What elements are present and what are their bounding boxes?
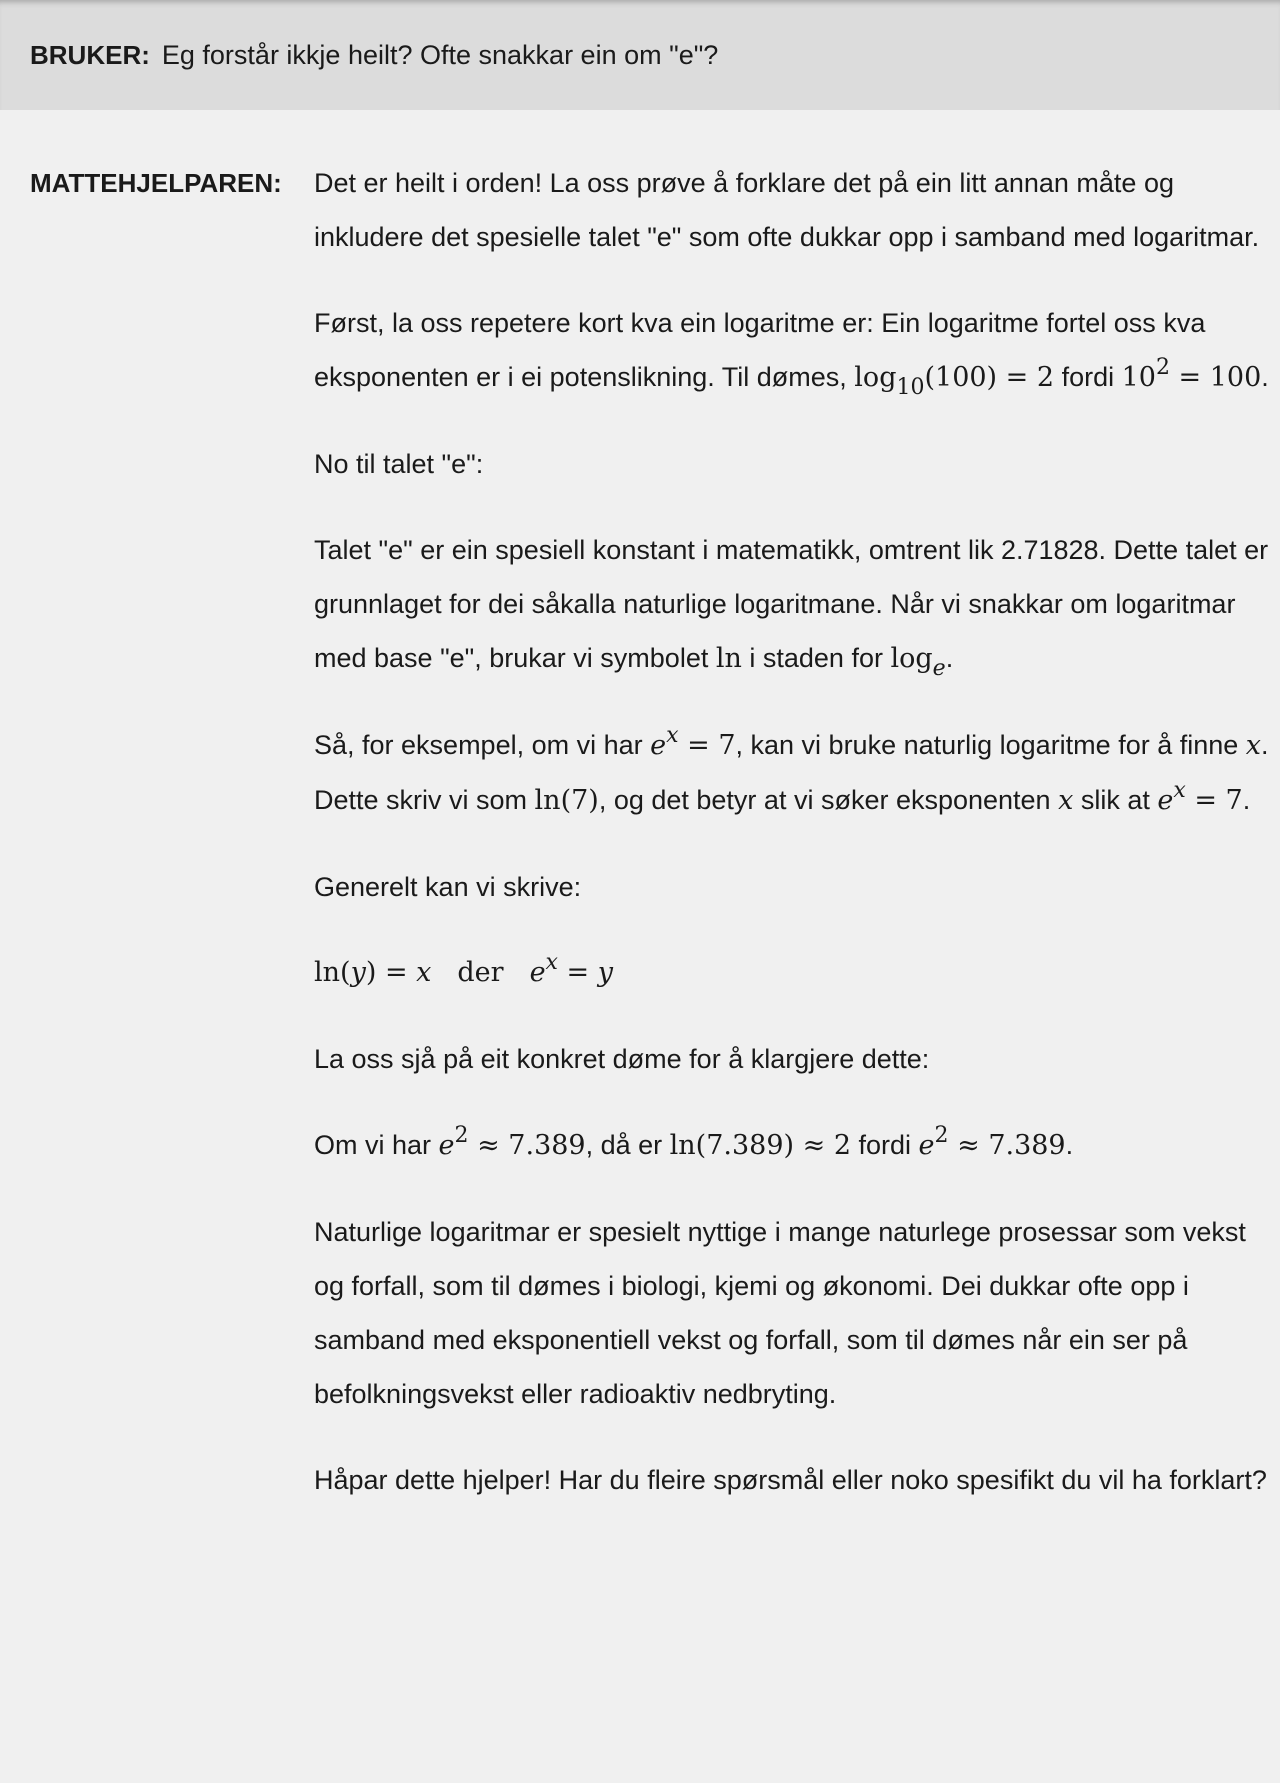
math-x: x — [416, 957, 432, 988]
paragraph-concrete-intro: La oss sjå på eit konkret døme for å klargjere dette: — [314, 1044, 930, 1074]
math-ex-eq-7 — [650, 723, 736, 761]
text-segment: Først, la oss repetere kort kva ein logaritme er: Ein logaritme fortel oss kva eksponenten er i ei potenslikning. Til dømes, — [314, 308, 1206, 392]
user-speaker-label: BRUKER: — [30, 39, 150, 70]
math-eq: = 7 — [1185, 785, 1243, 816]
math-log10 — [854, 362, 1055, 400]
paragraph-concrete-example — [314, 1118, 1274, 1173]
math-eq: = 7 — [678, 730, 736, 761]
math-der: der — [457, 957, 504, 988]
text-segment: . Dette skriv vi som — [314, 730, 1269, 815]
math-ln: ln — [715, 643, 742, 674]
paragraph-e-constant — [314, 523, 1274, 686]
math-log: log — [854, 362, 897, 393]
text-segment: fordi — [1054, 362, 1122, 392]
math-log-base: 10 — [896, 375, 925, 400]
user-message-row — [0, 0, 1280, 110]
math-e2-approx — [438, 1123, 586, 1161]
assistant-message-row — [0, 110, 1280, 1539]
math-e: e — [529, 957, 546, 988]
text-segment: . — [1242, 785, 1251, 815]
math-approx: ≈ 7.389 — [468, 1130, 586, 1161]
math-e: e — [438, 1130, 455, 1161]
math-eq: ) = — [365, 957, 417, 988]
math-log-base: e — [932, 656, 946, 681]
math-x: x — [1245, 730, 1262, 761]
assistant-message-content — [314, 156, 1274, 1539]
math-exp: 2 — [934, 1123, 949, 1148]
math-y: y — [350, 957, 366, 988]
paragraph-e-heading: No til talet "e": — [314, 449, 484, 479]
paragraph-example-ln7 — [314, 718, 1274, 828]
text-segment: slik at — [1073, 785, 1158, 815]
math-ln7: ln(7) — [534, 785, 599, 816]
math-e: e — [650, 730, 667, 761]
math-ln: ln( — [314, 957, 351, 988]
text-segment: Om vi har — [314, 1130, 439, 1160]
text-segment: , då er — [585, 1130, 670, 1160]
paragraph-intro: Det er heilt i orden! La oss prøve å forklare det på ein litt annan måte og inkludere det spesielle talet "e" som ofte dukkar opp i samband med logaritmar. — [314, 168, 1260, 252]
math-e: e — [1157, 785, 1174, 816]
paragraph-general: Generelt kan vi skrive: — [314, 872, 582, 902]
text-segment: . — [945, 643, 954, 673]
math-x: x — [1058, 785, 1074, 816]
text-segment: . — [1261, 362, 1269, 392]
math-log-e — [890, 643, 946, 681]
math-pow-exp: 2 — [1155, 355, 1170, 380]
user-message-text: Eg forstår ikkje heilt? Ofte snakkar ein om "e"? — [161, 39, 719, 70]
paragraph-log-definition — [314, 296, 1274, 405]
math-x-exp: x — [1173, 778, 1186, 803]
math-log-arg: (100) = 2 — [924, 362, 1055, 393]
math-pow-base: 10 — [1121, 362, 1156, 393]
math-approx: ≈ 7.389 — [948, 1130, 1066, 1161]
paragraph-closing: Håpar dette hjelper! Har du fleire spørsmål eller noko spesifikt du vil ha forklart? — [314, 1465, 1267, 1495]
text-segment: Talet "e" er ein spesiell konstant i matematikk, omtrent lik 2.71828. Dette talet er grunnlaget for dei såkalla naturlige logaritmane. Når vi snakkar om logaritmar med base "e", brukar vi symbolet — [314, 535, 1269, 673]
math-e: e — [918, 1130, 935, 1161]
text-segment: , og det betyr at vi søker eksponenten — [598, 785, 1059, 815]
text-segment: . — [1065, 1130, 1074, 1160]
formula-display — [314, 946, 1274, 1000]
text-segment: , kan vi bruke naturlig logaritme for å finne — [735, 730, 1246, 760]
text-segment: Så, for eksempel, om vi har — [314, 730, 651, 760]
text-segment: fordi — [851, 1130, 919, 1160]
assistant-speaker-label: MATTEHJELPAREN: — [30, 168, 282, 198]
math-eq: = — [557, 957, 598, 988]
math-ln-approx: ln(7.389) ≈ 2 — [669, 1130, 852, 1161]
math-x-exp: x — [545, 950, 558, 975]
math-y: y — [597, 957, 614, 988]
math-ex-eq-7 — [1157, 778, 1243, 816]
math-x-exp: x — [666, 723, 679, 748]
math-e2-approx — [918, 1123, 1066, 1161]
math-exp: 2 — [454, 1123, 469, 1148]
text-segment: i staden for — [741, 643, 891, 673]
math-log: log — [890, 643, 933, 674]
math-pow-rest: = 100 — [1169, 362, 1262, 393]
paragraph-applications: Naturlige logaritmar er spesielt nyttige i mange naturlege prosessar som vekst og forfall, som til dømes i biologi, kjemi og økonomi. Dei dukkar ofte opp i samband med eksponentiell vekst og forfall, som til dømes når ein ser på befolkningsvekst eller radioaktiv nedbryting. — [314, 1217, 1246, 1409]
math-power — [1121, 355, 1262, 393]
